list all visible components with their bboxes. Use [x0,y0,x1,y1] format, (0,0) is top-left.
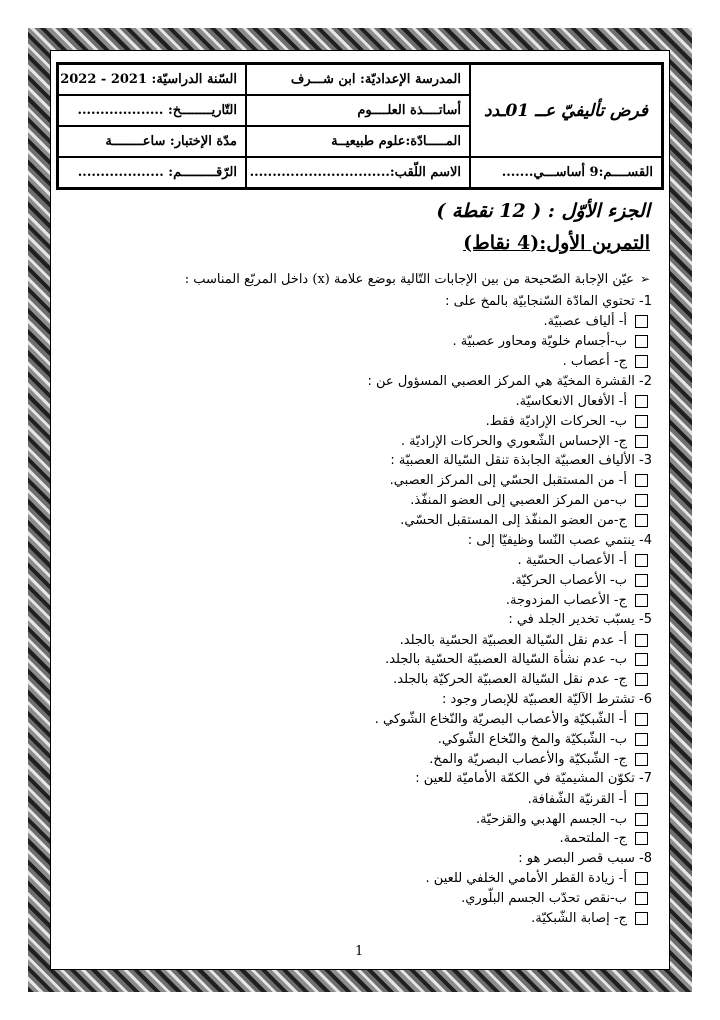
answer-checkbox[interactable] [635,673,648,686]
name-cell: الاسم اللّقب:............................... [246,157,470,188]
answer-option-text: ب- الشّبكيّة والمخ والنّخاع الشّوكي. [437,732,627,748]
answer-option [92,471,652,491]
answer-checkbox[interactable] [635,912,648,925]
answer-checkbox[interactable] [635,753,648,766]
answer-checkbox[interactable] [635,713,648,726]
question-stem: 4- ينتمي عصب النّسا وظيفيّا إلى : [467,532,652,548]
answer-option-text: ب-من المركز العصبي إلى العضو المنفّذ. [410,493,627,509]
answer-option [92,332,652,352]
answer-option [92,551,652,571]
question-stem: 8- سبب قصر البصر هو : [518,850,652,866]
answer-option [92,590,652,610]
teacher-cell: أساتــــذة العلــــوم [246,95,470,126]
exam-header [56,62,664,190]
answer-checkbox[interactable] [635,594,648,607]
answer-option-text: ج- الأعصاب المزدوجة. [505,592,627,608]
answer-checkbox[interactable] [635,355,648,368]
answer-option-text: ج- الإحساس الشّعوري والحركات الإراديّة . [400,433,627,449]
answer-option-text: أ- الشّبكيّة والأعصاب البصريّة والنّخاع الشّوكي . [374,712,627,728]
answer-option [92,909,652,929]
answer-option [92,789,652,809]
answer-checkbox[interactable] [635,892,648,905]
answer-checkbox[interactable] [635,733,648,746]
answer-option-text: أ- ألياف عصبيّة. [543,314,627,330]
answer-checkbox[interactable] [635,315,648,328]
answer-checkbox[interactable] [635,395,648,408]
answer-checkbox[interactable] [635,494,648,507]
question-stem: 5- يسبّب تخدير الجلد في : [508,612,652,628]
answer-checkbox[interactable] [635,813,648,826]
question-stem: 6- تشترط الآليّة العصبيّة للإبصار وجود : [442,691,652,707]
arrow-icon: ➢ [639,272,650,286]
part-title: الجزء الأوّل : ( 12 نقطة ) [436,200,650,222]
question-stem: 7- تكوّن المشيميّة في الكمّة الأماميّة للعين : [415,771,652,787]
subject-cell: المـــــادّة:علوم طبيعيــة [246,126,470,157]
answer-checkbox[interactable] [635,872,648,885]
answer-option-text: أ- الأفعال الانعكاسيّة. [515,393,627,409]
answer-option-text: ج- عدم نقل السّيالة العصبيّة الحركيّة بالجلد. [393,672,627,688]
answer-option [92,869,652,889]
class-cell: القســــم:9 أساســـي....... [470,157,662,188]
answer-option-text: أ- زيادة القطر الأمامي الخلفي للعين . [425,871,627,887]
answer-option [92,829,652,849]
answer-option [92,391,652,411]
page-number: 1 [355,944,364,959]
answer-checkbox[interactable] [635,415,648,428]
answer-checkbox[interactable] [635,435,648,448]
school-cell: المدرسة الإعداديّة: ابن شـــرف [246,64,470,95]
answer-checkbox[interactable] [635,634,648,647]
answer-option-text: ج- أعصاب . [562,354,627,370]
answer-option-text: ب-نقص تحدّب الجسم البلّوري. [461,891,627,907]
answer-option [92,491,652,511]
exercise-title: التمرين الأول:(4 نقاط) [463,232,650,254]
answer-option-text: أ- القرنيّة الشّفافة. [527,791,627,807]
answer-option-text: ج- الشّبكيّة والأعصاب البصريّة والمخ. [429,751,627,767]
answer-option-text: ب- الجسم الهدبي والقزحيّة. [475,811,627,827]
answer-option-text: أ- من المستقبل الحسّي إلى المركز العصبي. [389,473,627,489]
answer-checkbox[interactable] [635,554,648,567]
answer-checkbox[interactable] [635,474,648,487]
number-cell: الرّقـــــــــم: ................... [58,157,246,188]
answer-option [92,411,652,431]
duration-cell: مدّة الإختبار: ساعــــــــة [58,126,246,157]
answer-option-text: أ- عدم نقل السّيالة العصبيّة الحسّية بالجلد. [399,632,627,648]
answer-option [92,352,652,372]
answer-option-text: ب- عدم نشأة السّيالة العصبيّة الحسّية بالجلد. [385,652,627,668]
question-stem: 2- القشرة المخيّة هي المركز العصبي المسؤول عن : [367,373,652,389]
answer-option [92,710,652,730]
answer-option [92,511,652,531]
answer-option-text: ب- الأعصاب الحركيّة. [511,572,627,588]
answer-checkbox[interactable] [635,335,648,348]
answer-option [92,630,652,650]
answer-checkbox[interactable] [635,653,648,666]
answer-option-text: ج- الملتحمة. [559,831,627,847]
question-list [92,292,652,929]
instruction [185,272,650,287]
answer-option [92,730,652,750]
answer-option-text: ب-أجسام خلويّة ومحاور عصبيّة . [452,334,627,350]
answer-option [92,809,652,829]
answer-option [92,650,652,670]
answer-option [92,570,652,590]
question-stem: 3- الألياف العصبيّة الجابذة تنقل السّيالة العصبيّة : [390,453,652,469]
answer-checkbox[interactable] [635,574,648,587]
answer-option-text: ج-من العضو المنفّذ إلى المستقبل الحسّي. [400,513,627,529]
answer-option [92,889,652,909]
answer-checkbox[interactable] [635,832,648,845]
answer-option-text: أ- الأعصاب الحسّية . [517,553,627,569]
answer-option-text: ب- الحركات الإراديّة فقط. [485,413,627,429]
answer-option-text: ج- إصابة الشّبكيّة. [531,911,627,927]
school-year-cell: السّنة الدراسيّة: 2021 - 2022 [58,64,246,95]
answer-option [92,670,652,690]
answer-option [92,749,652,769]
answer-checkbox[interactable] [635,793,648,806]
date-cell: التّاريــــــــخ: ................... [58,95,246,126]
question-stem: 1- تحتوي المادّة السّنجابيّة بالمخ على : [445,294,652,309]
instruction-text: عيّن الإجابة الصّحيحة من بين الإجابات التّالية بوضع علامة (x) داخل المربّع المناسب : [184,272,634,287]
answer-option [92,312,652,332]
answer-checkbox[interactable] [635,514,648,527]
exam-title: فرض تأليفيّ عــ 01ـدد [470,64,662,157]
answer-option [92,431,652,451]
